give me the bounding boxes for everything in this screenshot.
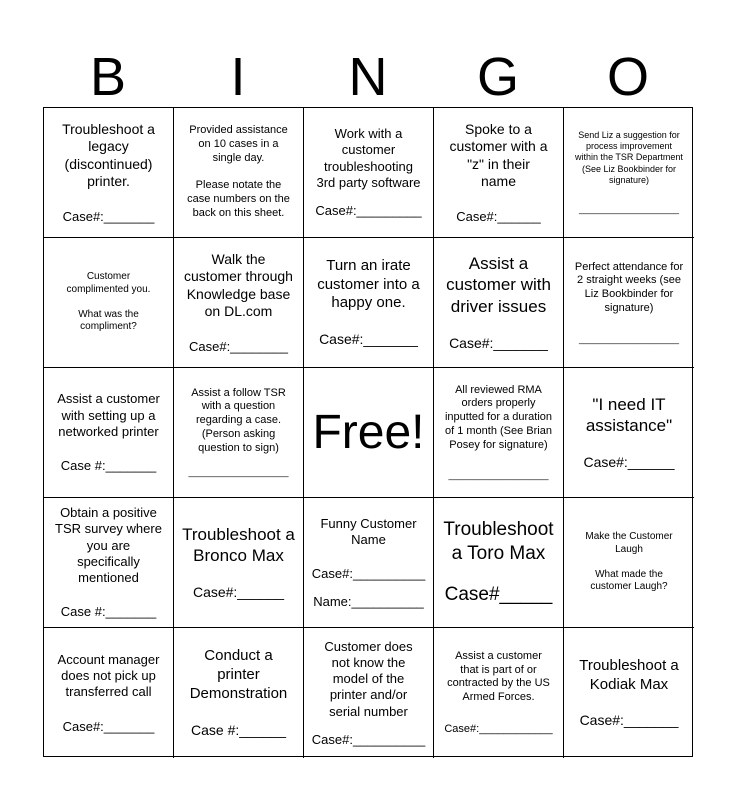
cell-task-text: Customer complimented you. What was the compliment? [66, 271, 151, 333]
cell-name-line: Name:__________ [313, 593, 424, 609]
header-letter-n: N [348, 47, 388, 107]
cell-case-line: Case#:________ [188, 338, 289, 354]
bingo-cell-r1c5[interactable] [564, 108, 694, 238]
cell-case-line: Case#:_______ [449, 334, 548, 351]
bingo-cell-r4c5[interactable] [564, 498, 694, 628]
cell-task-text: Assist a customer with setting up a networked printer [57, 391, 160, 439]
bingo-cell-r3c4[interactable] [434, 368, 564, 498]
cell-task-text: Assist a customer that is part of or contracted by the US Armed Forces. [447, 649, 550, 704]
bingo-cell-r5c3[interactable] [304, 628, 434, 758]
bingo-cell-r3c2[interactable] [174, 368, 304, 498]
cell-task-text: Troubleshoot a Bronco Max [182, 524, 295, 566]
bingo-card-grid [43, 107, 693, 757]
bingo-cell-r4c4[interactable] [434, 498, 564, 628]
cell-task-text: Turn an irate customer into a happy one. [317, 256, 420, 312]
free-space-text: Free! [312, 405, 425, 459]
bingo-cell-r5c4[interactable] [434, 628, 564, 758]
bingo-cell-r1c3[interactable] [304, 108, 434, 238]
bingo-cell-r2c3[interactable] [304, 238, 434, 368]
cell-task-text: "I need IT assistance" [585, 394, 673, 436]
cell-case-line: Case#:_______ [319, 331, 418, 348]
cell-signature-line: ____________________ [578, 333, 680, 344]
cell-case-line: Case#:_______ [579, 712, 679, 729]
cell-case-line: Case#:_______ [62, 208, 155, 224]
cell-task-text: Troubleshoot a legacy (discontinued) printer. [62, 120, 155, 190]
bingo-cell-r5c1[interactable] [44, 628, 174, 758]
cell-case-line: Case#:______ [456, 208, 541, 224]
bingo-cell-r2c2[interactable] [174, 238, 304, 368]
cell-task-text: Assist a follow TSR with a question regarding a case. (Person asking question to sign) [191, 386, 286, 454]
cell-task-text: Assist a customer with driver issues [446, 254, 551, 316]
cell-case-line: Case#:____________ [444, 722, 553, 735]
cell-task-text: Spoke to a customer with a "z" in their name [449, 120, 548, 190]
bingo-cell-r4c1[interactable] [44, 498, 174, 628]
cell-case-line: Case #:_______ [60, 458, 157, 474]
cell-case-line: Case#:______ [583, 454, 675, 471]
cell-task-text: Work with a customer troubleshooting 3rd party software [316, 126, 421, 190]
cell-case-line: Case#:_________ [315, 203, 422, 219]
cell-case-line: Case#:__________ [311, 566, 426, 582]
cell-case-line: Case#:__________ [311, 731, 426, 747]
bingo-cell-r1c1[interactable] [44, 108, 174, 238]
header-letter-o: O [606, 47, 649, 107]
bingo-cell-r1c2[interactable] [174, 108, 304, 238]
cell-case-line: Case#:_______ [62, 718, 155, 734]
bingo-cell-r2c1[interactable] [44, 238, 174, 368]
cell-task-text: Make the Customer Laugh What made the customer Laugh? [585, 531, 673, 593]
cell-task-text: Troubleshoot a Toro Max [443, 519, 554, 565]
bingo-cell-r3c5[interactable] [564, 368, 694, 498]
cell-task-text: Provided assistance on 10 cases in a single day. Please notate the case numbers on the back on this sheet. [187, 124, 290, 219]
header-letter-b: B [89, 47, 127, 107]
cell-task-text: All reviewed RMA orders properly inputted for a duration of 1 month (See Brian Posey for signature) [444, 383, 553, 451]
cell-task-text: Conduct a printer Demonstration [189, 647, 288, 702]
cell-task-text: Funny Customer Name [320, 515, 417, 547]
bingo-cell-r2c4[interactable] [434, 238, 564, 368]
cell-task-text: Troubleshoot a Kodiak Max [579, 656, 679, 693]
bingo-cell-r3c1[interactable] [44, 368, 174, 498]
cell-case-line: Case#:______ [192, 584, 285, 601]
cell-task-text: Perfect attendance for 2 straight weeks (see Liz Bookbinder for signature) [574, 260, 684, 314]
header-letter-g: G [476, 47, 519, 107]
cell-case-line: Case#_____ [444, 583, 553, 605]
cell-task-text: Account manager does not pick up transferred call [57, 651, 160, 700]
bingo-cell-r4c2[interactable] [174, 498, 304, 628]
cell-task-text: Send Liz a suggestion for process improvement within the TSR Department (See Liz Bookbinder for signature) [575, 129, 683, 185]
cell-signature-line: ____________________ [188, 467, 289, 478]
bingo-cell-r5c5[interactable] [564, 628, 694, 758]
cell-task-text: Customer does not know the model of the printer and/or serial number [324, 638, 413, 719]
cell-signature-line: ____________________ [448, 470, 549, 481]
bingo-cell-r4c3[interactable] [304, 498, 434, 628]
bingo-header [43, 46, 693, 108]
bingo-cell-free-space[interactable] [304, 368, 434, 498]
bingo-cell-r5c2[interactable] [174, 628, 304, 758]
cell-case-line: Case #:______ [191, 721, 286, 738]
cell-case-line: Case #:_______ [60, 604, 157, 620]
cell-task-text: Walk the customer through Knowledge base on DL.com [184, 250, 293, 320]
bingo-cell-r2c5[interactable] [564, 238, 694, 368]
cell-task-text: Obtain a positive TSR survey where you are specifically mentioned [55, 505, 162, 586]
header-letter-i: I [230, 47, 246, 107]
bingo-cell-r1c4[interactable] [434, 108, 564, 238]
cell-signature-line: ____________________ [578, 204, 680, 215]
